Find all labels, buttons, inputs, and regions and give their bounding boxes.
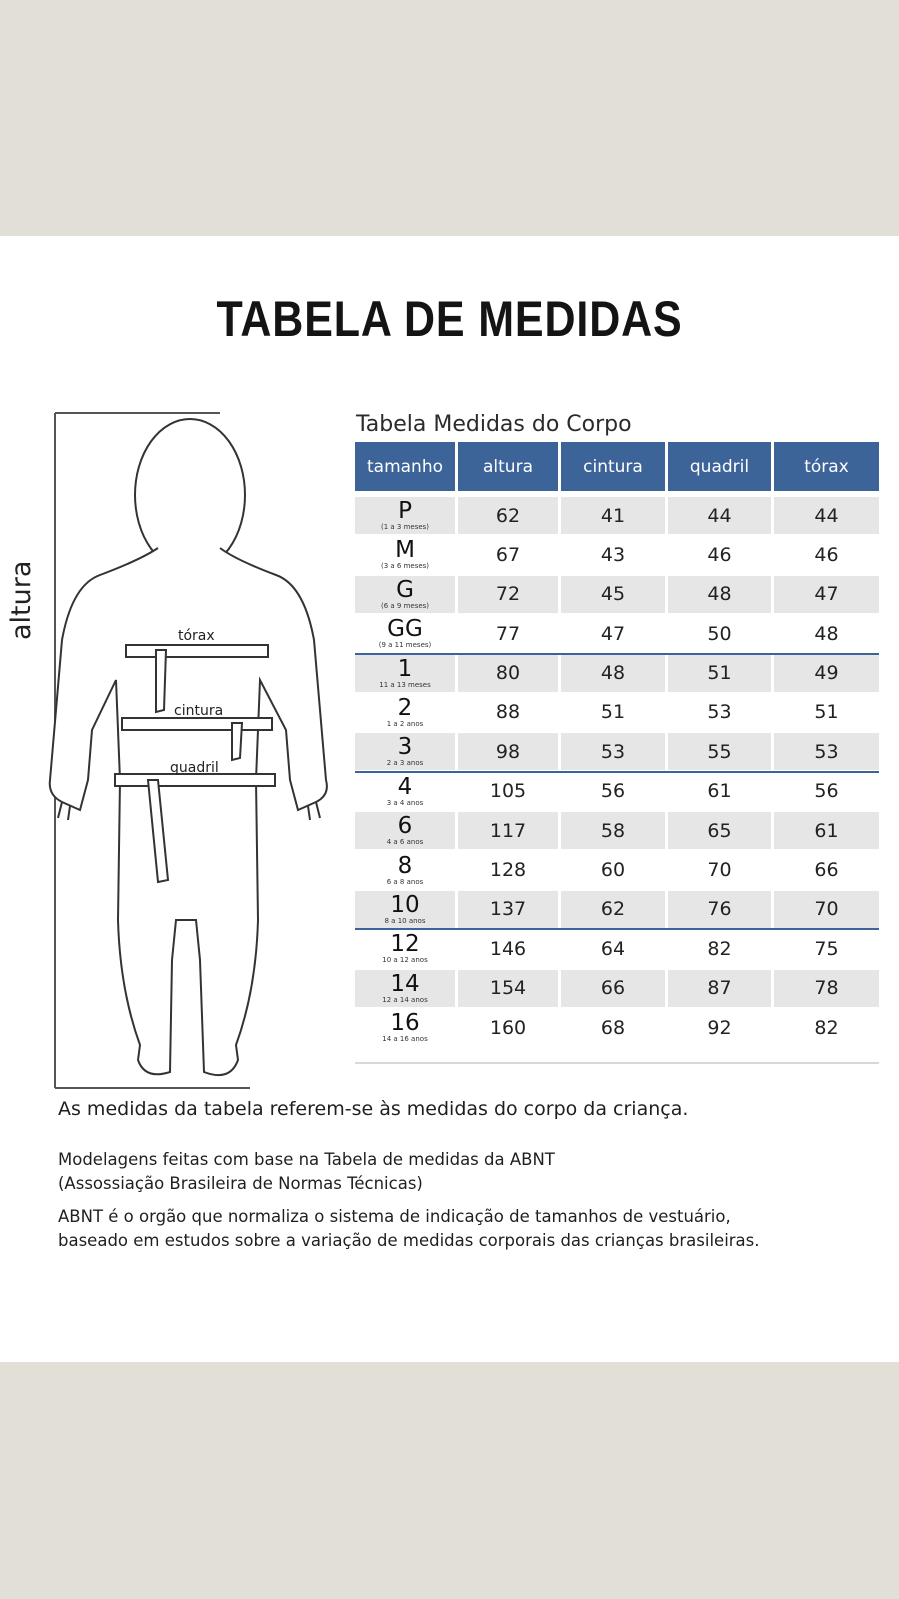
header-hip: quadril (668, 442, 771, 491)
waist-cell: 60 (561, 852, 665, 889)
hip-cell: 55 (668, 733, 771, 770)
child-body-outline (50, 419, 327, 1075)
header-waist: cintura (561, 442, 665, 491)
size-cell: 3 2 a 3 anos (355, 733, 455, 770)
table-row (355, 891, 879, 928)
waist-cell: 58 (561, 812, 665, 849)
hip-cell: 65 (668, 812, 771, 849)
table-row (355, 615, 879, 652)
chest-cell: 66 (774, 852, 879, 889)
height-cell: 154 (458, 970, 558, 1007)
abnt-basis-line-1: Modelagens feitas com base na Tabela de medidas da ABNT (58, 1150, 555, 1169)
waist-cell: 43 (561, 536, 665, 573)
table-row (355, 970, 879, 1007)
table-row (355, 733, 879, 770)
height-cell: 128 (458, 852, 558, 889)
chest-cell: 46 (774, 536, 879, 573)
hip-cell: 53 (668, 694, 771, 731)
hip-cell: 70 (668, 852, 771, 889)
size-cell: G (6 a 9 meses) (355, 576, 455, 613)
abnt-basis-note (58, 1148, 555, 1196)
height-cell: 62 (458, 497, 558, 534)
chest-cell: 44 (774, 497, 879, 534)
hip-cell: 44 (668, 497, 771, 534)
height-cell: 77 (458, 615, 558, 652)
size-table (355, 442, 879, 1048)
chest-cell: 75 (774, 930, 879, 967)
hip-cell: 92 (668, 1009, 771, 1046)
child-figure-illustration (0, 400, 360, 1100)
table-row (355, 536, 879, 573)
waist-cell: 56 (561, 773, 665, 810)
table-header-row (355, 442, 879, 491)
chest-cell: 48 (774, 615, 879, 652)
height-cell: 98 (458, 733, 558, 770)
waist-cell: 66 (561, 970, 665, 1007)
table-caption: Tabela Medidas do Corpo (356, 412, 632, 437)
chest-label: tórax (178, 628, 215, 644)
hip-label: quadril (170, 760, 219, 776)
size-cell: 16 14 a 16 anos (355, 1009, 455, 1046)
abnt-description-note (58, 1205, 760, 1253)
hip-cell: 82 (668, 930, 771, 967)
height-cell: 80 (458, 655, 558, 692)
size-cell: 14 12 a 14 anos (355, 970, 455, 1007)
chest-cell: 49 (774, 655, 879, 692)
waist-cell: 48 (561, 655, 665, 692)
table-bottom-divider (355, 1062, 879, 1064)
table-row (355, 852, 879, 889)
hip-cell: 46 (668, 536, 771, 573)
height-cell: 67 (458, 536, 558, 573)
chest-cell: 47 (774, 576, 879, 613)
chest-cell: 82 (774, 1009, 879, 1046)
waist-cell: 53 (561, 733, 665, 770)
table-row (355, 930, 879, 967)
header-height: altura (458, 442, 558, 491)
chest-cell: 56 (774, 773, 879, 810)
waist-cell: 47 (561, 615, 665, 652)
chest-cell: 51 (774, 694, 879, 731)
height-cell: 160 (458, 1009, 558, 1046)
abnt-description-line-1: ABNT é o orgão que normaliza o sistema de indicação de tamanhos de vestuário, (58, 1207, 731, 1226)
body-measurement-note: As medidas da tabela referem-se às medidas do corpo da criança. (58, 1098, 689, 1120)
page-title: TABELA DE MEDIDAS (216, 291, 683, 347)
header-size: tamanho (355, 442, 455, 491)
size-cell: 6 4 a 6 anos (355, 812, 455, 849)
size-cell: 4 3 a 4 anos (355, 773, 455, 810)
table-row (355, 497, 879, 534)
size-cell: M (3 a 6 meses) (355, 536, 455, 573)
size-cell: 10 8 a 10 anos (355, 891, 455, 928)
size-cell: GG (9 a 11 meses) (355, 615, 455, 652)
hip-cell: 87 (668, 970, 771, 1007)
hip-cell: 51 (668, 655, 771, 692)
size-cell: 2 1 a 2 anos (355, 694, 455, 731)
hip-cell: 50 (668, 615, 771, 652)
chest-cell: 70 (774, 891, 879, 928)
table-row (355, 655, 879, 692)
waist-cell: 41 (561, 497, 665, 534)
height-cell: 146 (458, 930, 558, 967)
chest-cell: 61 (774, 812, 879, 849)
header-chest: tórax (774, 442, 879, 491)
chest-cell: 53 (774, 733, 879, 770)
hip-cell: 76 (668, 891, 771, 928)
size-cell: 1 11 a 13 meses (355, 655, 455, 692)
waist-cell: 51 (561, 694, 665, 731)
chest-cell: 78 (774, 970, 879, 1007)
size-cell: 12 10 a 12 anos (355, 930, 455, 967)
height-cell: 88 (458, 694, 558, 731)
table-row (355, 812, 879, 849)
height-label: altura (6, 560, 37, 640)
waist-cell: 62 (561, 891, 665, 928)
abnt-basis-line-2: (Assossiação Brasileira de Normas Técnicas) (58, 1174, 423, 1193)
table-row (355, 576, 879, 613)
table-row (355, 694, 879, 731)
height-cell: 117 (458, 812, 558, 849)
waist-cell: 64 (561, 930, 665, 967)
table-row (355, 1009, 879, 1046)
size-cell: P (1 a 3 meses) (355, 497, 455, 534)
waist-cell: 68 (561, 1009, 665, 1046)
size-cell: 8 6 a 8 anos (355, 852, 455, 889)
hip-cell: 61 (668, 773, 771, 810)
height-cell: 137 (458, 891, 558, 928)
waist-cell: 45 (561, 576, 665, 613)
table-row (355, 773, 879, 810)
height-cell: 105 (458, 773, 558, 810)
height-cell: 72 (458, 576, 558, 613)
abnt-description-line-2: baseado em estudos sobre a variação de medidas corporais das crianças brasileiras. (58, 1231, 760, 1250)
hip-cell: 48 (668, 576, 771, 613)
waist-label: cintura (174, 703, 224, 719)
